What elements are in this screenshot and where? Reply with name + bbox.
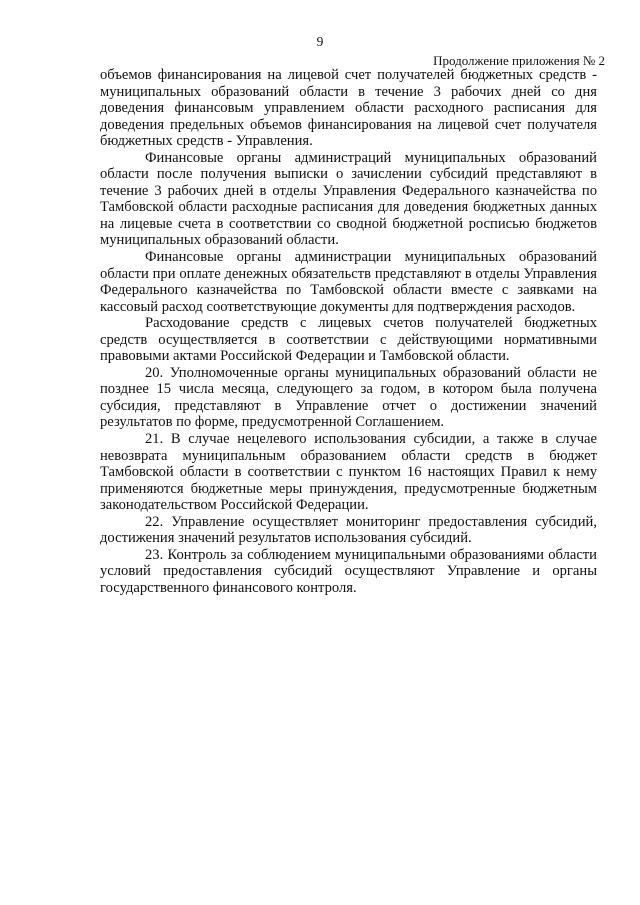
paragraph-item-22: 22. Управление осуществляет мониторинг предоставления субсидий, достижения значений результатов использования субсидий. bbox=[100, 513, 597, 547]
appendix-continuation-note: Продолжение приложения № 2 bbox=[433, 53, 605, 68]
paragraph-financial-bodies-statements: Финансовые органы администраций муниципальных образований области после получения выписки о зачислении субсидий представляют в течение 3 рабочих дней в отделы Управления Федерального казначейства по Тамбовской области расходные расписания для доведения бюджетных данных на лицевые счета в соответствии со сводной бюджетной росписью бюджетов муниципальных образований области. bbox=[100, 149, 597, 249]
paragraph-continuation: объемов финансирования на лицевой счет получателей бюджетных средств - муниципальных образований области в течение 3 рабочих дней со дня доведения финансовым управлением области расходного расписания для доведения предельных объемов финансирования на лицевой счет получателя бюджетных средств - Управления. bbox=[100, 67, 597, 150]
page-number: 9 bbox=[316, 34, 324, 49]
paragraph-financial-bodies-payments: Финансовые органы администрации муниципальных образований области при оплате денежных обязательств представляют в отделы Управления Федерального казначейства по Тамбовской области вместе с заявками на кассовый расход соответствующие документы для подтверждения расходов. bbox=[100, 249, 597, 315]
paragraph-item-23: 23. Контроль за соблюдением муниципальными образованиями области условий предоставления субсидий осуществляют Управление и органы государственного финансового контроля. bbox=[100, 546, 597, 596]
paragraph-spending-of-funds: Расходование средств с лицевых счетов получателей бюджетных средств осуществляется в соответствии с действующими нормативными правовыми актами Российской Федерации и Тамбовской области. bbox=[100, 315, 597, 365]
document-body bbox=[100, 67, 597, 597]
paragraph-item-21: 21. В случае нецелевого использования субсидии, а также в случае невозврата муниципальным образованием области средств в бюджет Тамбовской области в соответствии с пунктом 16 настоящих Правил к нему применяются бюджетные меры принуждения, предусмотренные бюджетным законодательством Российской Федерации. bbox=[100, 431, 597, 514]
paragraph-item-20: 20. Уполномоченные органы муниципальных образований области не позднее 15 числа месяца, следующего за годом, в котором была получена субсидия, представляют в Управление отчет о достижении значений результатов по форме, предусмотренной Соглашением. bbox=[100, 364, 597, 431]
